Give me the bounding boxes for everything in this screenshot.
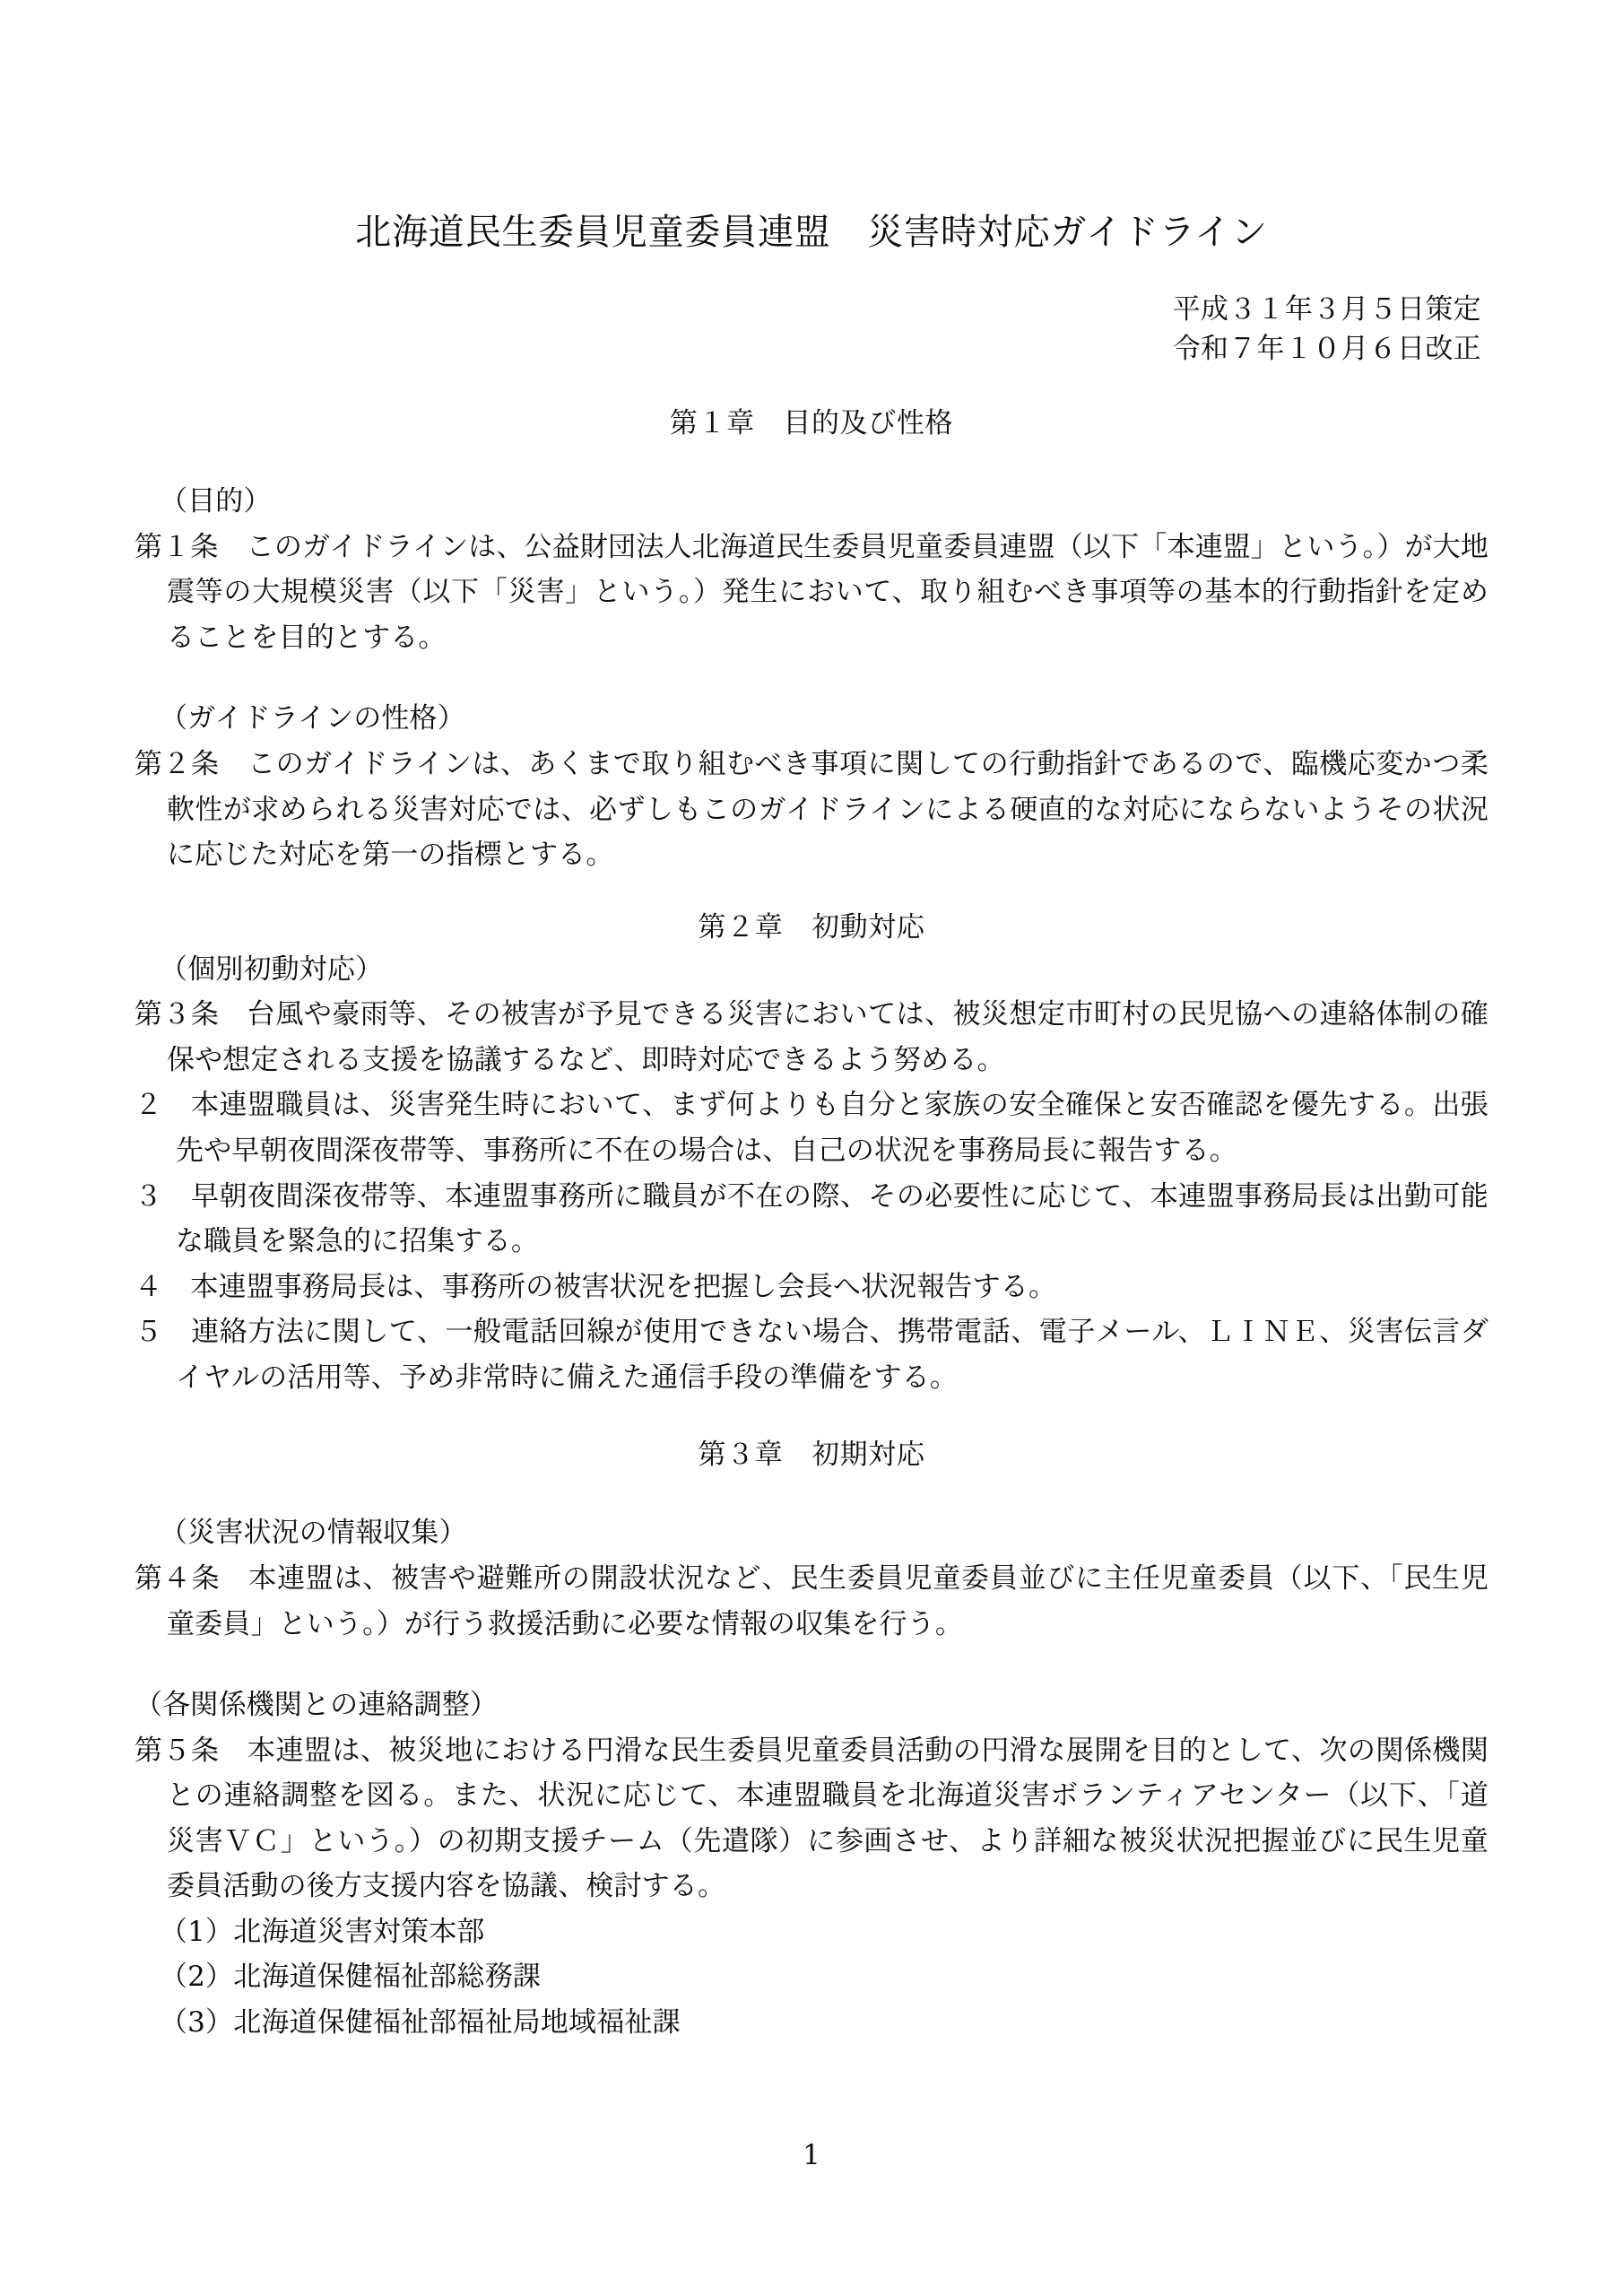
revision-date: 令和７年１０月６日改正 xyxy=(1172,333,1481,366)
article-3-item-4: ４ 本連盟事務局長は、事務所の被害状況を把握し会長へ状況報告する。 xyxy=(135,1270,1057,1303)
article-5-list-item-1: （1）北海道災害対策本部 xyxy=(160,1915,485,1948)
article-5-list-item-2: （2）北海道保健福祉部総務課 xyxy=(160,1961,541,1994)
section-caption-purpose: （目的） xyxy=(160,485,272,518)
article-3-item-3: ３ 早朝夜間深夜帯等、本連盟事務所に職員が不在の際、その必要性に応じて、本連盟事務局長は出勤可能な職員を緊急的に招集する。 xyxy=(135,1179,1488,1258)
article-5-list-item-3: （3）北海道保健福祉部福祉局地域福祉課 xyxy=(160,2005,681,2039)
chapter-heading-3: 第３章 初期対応 xyxy=(698,1439,925,1472)
article-2-body: 第２条 このガイドラインは、あくまで取り組むべき事項に関しての行動指針であるので、臨機応変かつ柔軟性が求められる災害対応では、必ずしもこのガイドラインによる硬直的な対応にならないようその状況に応じた対応を第一の指標とする。 xyxy=(135,748,1488,872)
section-caption-initial-response: （個別初動対応） xyxy=(160,952,384,986)
section-caption-info-gathering: （災害状況の情報収集） xyxy=(160,1517,467,1550)
enactment-date: 平成３１年３月５日策定 xyxy=(1172,293,1481,326)
section-caption-liaison: （各関係機関との連絡調整） xyxy=(135,1689,499,1722)
page-title: 北海道民生委員児童委員連盟 災害時対応ガイドライン xyxy=(355,212,1268,253)
article-3-item-2: ２ 本連盟職員は、災害発生時において、まず何よりも自分と家族の安全確保と安否確認を優先する。出張先や早朝夜間深夜帯等、事務所に不在の場合は、自己の状況を事務局長に報告する。 xyxy=(135,1089,1488,1167)
date-block xyxy=(135,290,1488,369)
article-1-body: 第１条 このガイドラインは、公益財団法人北海道民生委員児童委員連盟（以下「本連盟」という。）が大地震等の大規模災害（以下「災害」という。）発生において、取り組むべき事項等の基本的行動指針を定めることを目的とする。 xyxy=(135,530,1488,654)
article-3-body: 第３条 台風や豪雨等、その被害が予見できる災害においては、被災想定市町村の民児協への連絡体制の確保や想定される支援を協議するなど、即時対応できるよう努める。 xyxy=(135,998,1488,1076)
section-caption-character: （ガイドラインの性格） xyxy=(160,702,465,735)
article-4-body: 第４条 本連盟は、被害や避難所の開設状況など、民生委員児童委員並びに主任児童委員（以下、「民生児童委員」という。）が行う救援活動に必要な情報の収集を行う。 xyxy=(135,1562,1488,1640)
chapter-heading-2: 第２章 初動対応 xyxy=(698,910,925,944)
article-3-item-5: ５ 連絡方法に関して、一般電話回線が使用できない場合、携帯電話、電子メール、ＬＩＮＥ、災害伝言ダイヤルの活用等、予め非常時に備えた通信手段の準備をする。 xyxy=(135,1316,1488,1394)
document-content xyxy=(135,0,1488,2045)
article-5-body: 第５条 本連盟は、被災地における円滑な民生委員児童委員活動の円滑な展開を目的として、次の関係機関との連絡調整を図る。また、状況に応じて、本連盟職員を北海道災害ボランティアセンター（以下、「道災害ＶＣ」という。）の初期支援チーム（先遣隊）に参画させ、より詳細な被災状況把握並びに民生児童委員活動の後方支援内容を協議、検討する。 xyxy=(135,1734,1488,1903)
chapter-heading-1: 第１章 目的及び性格 xyxy=(669,407,954,440)
page-number: 1 xyxy=(803,2139,820,2171)
